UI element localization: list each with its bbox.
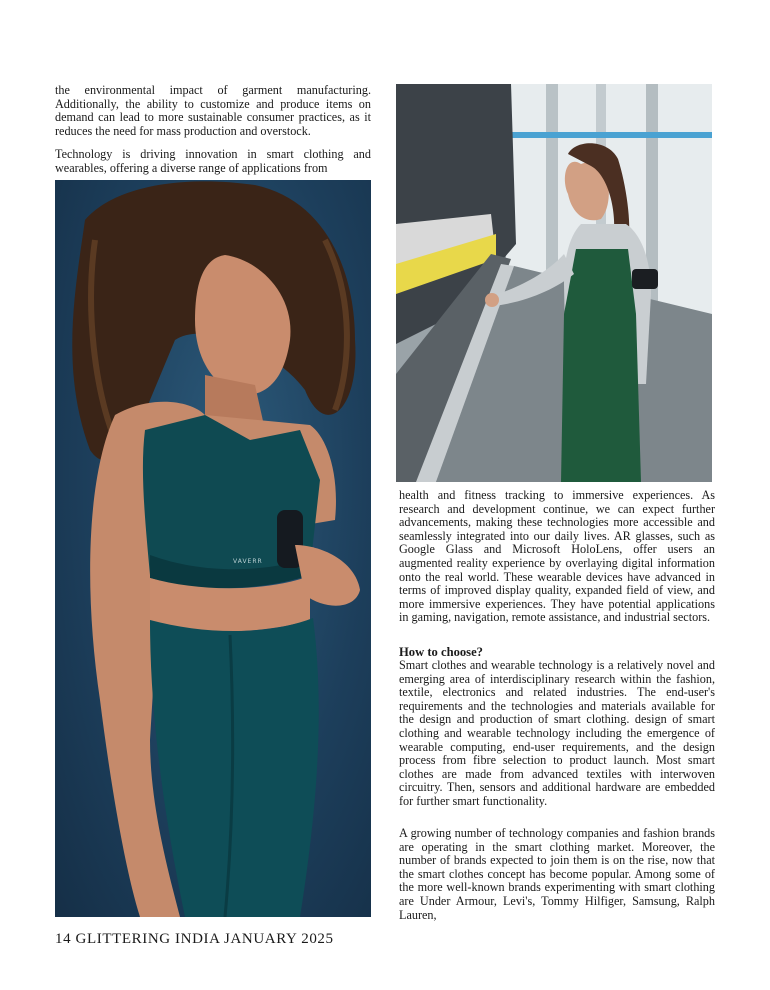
page-footer: 14 GLITTERING INDIA JANUARY 2025 bbox=[55, 931, 334, 947]
article-paragraph: Technology is driving innovation in smart clothing and wearables, offering a diverse range of applications from bbox=[55, 147, 371, 175]
sportswear-illustration bbox=[55, 180, 371, 917]
photo-woman-smart-sportswear bbox=[55, 180, 371, 917]
article-paragraph: the environmental impact of garment manufacturing. Additionally, the ability to customize and produce items on demand can lead to more sustainable consumer practices, as it reduces the need for mass production and overstock. bbox=[55, 83, 371, 138]
factory-illustration bbox=[396, 84, 712, 482]
photo-factory-worker-wearable bbox=[396, 84, 712, 482]
article-paragraph: A growing number of technology companies and fashion brands are operating in the smart clothing market. Moreover, the number of brands expected to join them is on the rise, now that the smart clothes concept has become popular. Among some of the more well-known brands experimenting with smart clothing are Under Armour, Levi's, Tommy Hilfiger, Samsung, Ralph Lauren, bbox=[399, 826, 715, 922]
device-brand-label: VAVERR bbox=[233, 558, 263, 565]
wearable-armband bbox=[632, 269, 658, 289]
article-paragraph: Smart clothes and wearable technology is a relatively novel and emerging area of interdisciplinary research within the fashion, textile, electronics and related industries. The end-user's requirements and the technologies and materials available for the design and production of smart clothing. design of smart clothing and wearable technology including the emergence of wearable computing, end-user requirements, and the design process from fibre selection to product launch. Most smart clothes are made from advanced textiles with interwoven circuitry. Then, sensors and additional hardware are embedded for further smart functionality. bbox=[399, 658, 715, 808]
section-heading: How to choose? bbox=[399, 645, 483, 659]
article-paragraph: health and fitness tracking to immersive experiences. As research and development continue, we can expect further advancements, making these technologies more accessible and seamlessly integrated into our daily lives. AR glasses, such as Google Glass and Microsoft HoloLens, offer users an augmented reality experience by overlaying digital information onto the real world. These wearable devices have advanced in terms of improved display quality, expanded field of view, and more immersive experiences. They have potential applications in gaming, navigation, remote assistance, and industrial sectors. bbox=[399, 488, 715, 625]
